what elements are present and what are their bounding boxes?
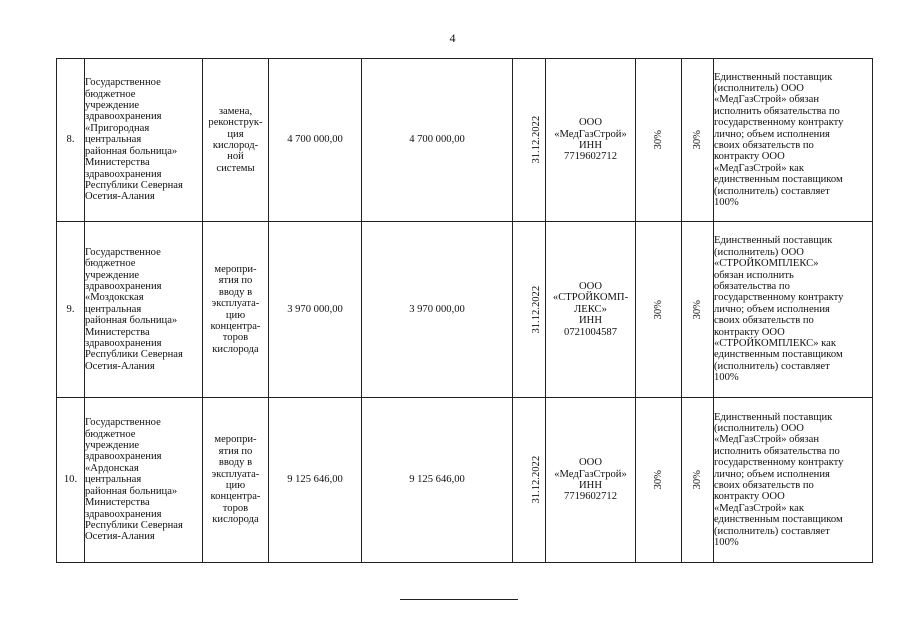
work-description: меропри- ятия по вводу в эксплуата- цию концентра- торов кислорода	[203, 398, 269, 563]
table-row	[57, 398, 873, 563]
deadline-date: 31.12.2022	[513, 398, 546, 563]
deadline-date: 31.12.2022	[513, 222, 546, 398]
work-description: меропри- ятия по вводу в эксплуата- цию концентра- торов кислорода	[203, 222, 269, 398]
row-number: 10.	[57, 398, 85, 563]
percent-limit: 30%	[682, 398, 714, 563]
work-description: замена, реконструк- ция кислород- ной системы	[203, 59, 269, 222]
percent-limit: 30%	[682, 222, 714, 398]
supplier: ООО «МедГазСтрой» ИНН 7719602712	[546, 59, 636, 222]
amount-total: 9 125 646,00	[269, 398, 362, 563]
performance-note: Единственный поставщик (исполнитель) ООО «СТРОЙКОМПЛЕКС» обязан исполнить обязательства по государственному контракту лично; объем исполнения своих обязательств по контракту ООО «СТРОЙКОМПЛЕКС» как единственным поставщиком (исполнитель) составляет 100%	[714, 222, 873, 398]
percent-advance: 30%	[636, 398, 682, 563]
percent-advance: 30%	[636, 222, 682, 398]
amount-total: 3 970 000,00	[269, 222, 362, 398]
customer-organization: Государственное бюджетное учреждение здравоохранения «Пригородная центральная районная больница» Министерства здравоохранения Республики Северная Осетия-Алания	[85, 59, 203, 222]
amount-contract: 9 125 646,00	[362, 398, 513, 563]
customer-organization: Государственное бюджетное учреждение здравоохранения «Ардонская центральная районная больница» Министерства здравоохранения Республики Северная Осетия-Алания	[85, 398, 203, 563]
deadline-date: 31.12.2022	[513, 59, 546, 222]
amount-contract: 4 700 000,00	[362, 59, 513, 222]
page-number: 4	[449, 31, 456, 45]
percent-advance: 30%	[636, 59, 682, 222]
amount-contract: 3 970 000,00	[362, 222, 513, 398]
table-row	[57, 59, 873, 222]
supplier: ООО «СТРОЙКОМП- ЛЕКС» ИНН 0721004587	[546, 222, 636, 398]
row-number: 9.	[57, 222, 85, 398]
performance-note: Единственный поставщик (исполнитель) ООО «МедГазСтрой» обязан исполнить обязательства по государственному контракту лично; объем исполнения своих обязательств по контракту ООО «МедГазСтрой» как единственным поставщиком (исполнитель) составляет 100%	[714, 398, 873, 563]
contracts-table	[56, 58, 873, 563]
customer-organization: Государственное бюджетное учреждение здравоохранения «Моздокская центральная районная больница» Министерства здравоохранения Республики Северная Осетия-Алания	[85, 222, 203, 398]
percent-limit: 30%	[682, 59, 714, 222]
row-number: 8.	[57, 59, 85, 222]
table-row	[57, 222, 873, 398]
amount-total: 4 700 000,00	[269, 59, 362, 222]
footnote-separator-line	[400, 599, 518, 600]
performance-note: Единственный поставщик (исполнитель) ООО «МедГазСтрой» обязан исполнить обязательства по государственному контракту лично; объем исполнения своих обязательств по контракту ООО «МедГазСтрой» как единственным поставщиком (исполнитель) составляет 100%	[714, 59, 873, 222]
supplier: ООО «МедГазСтрой» ИНН 7719602712	[546, 398, 636, 563]
